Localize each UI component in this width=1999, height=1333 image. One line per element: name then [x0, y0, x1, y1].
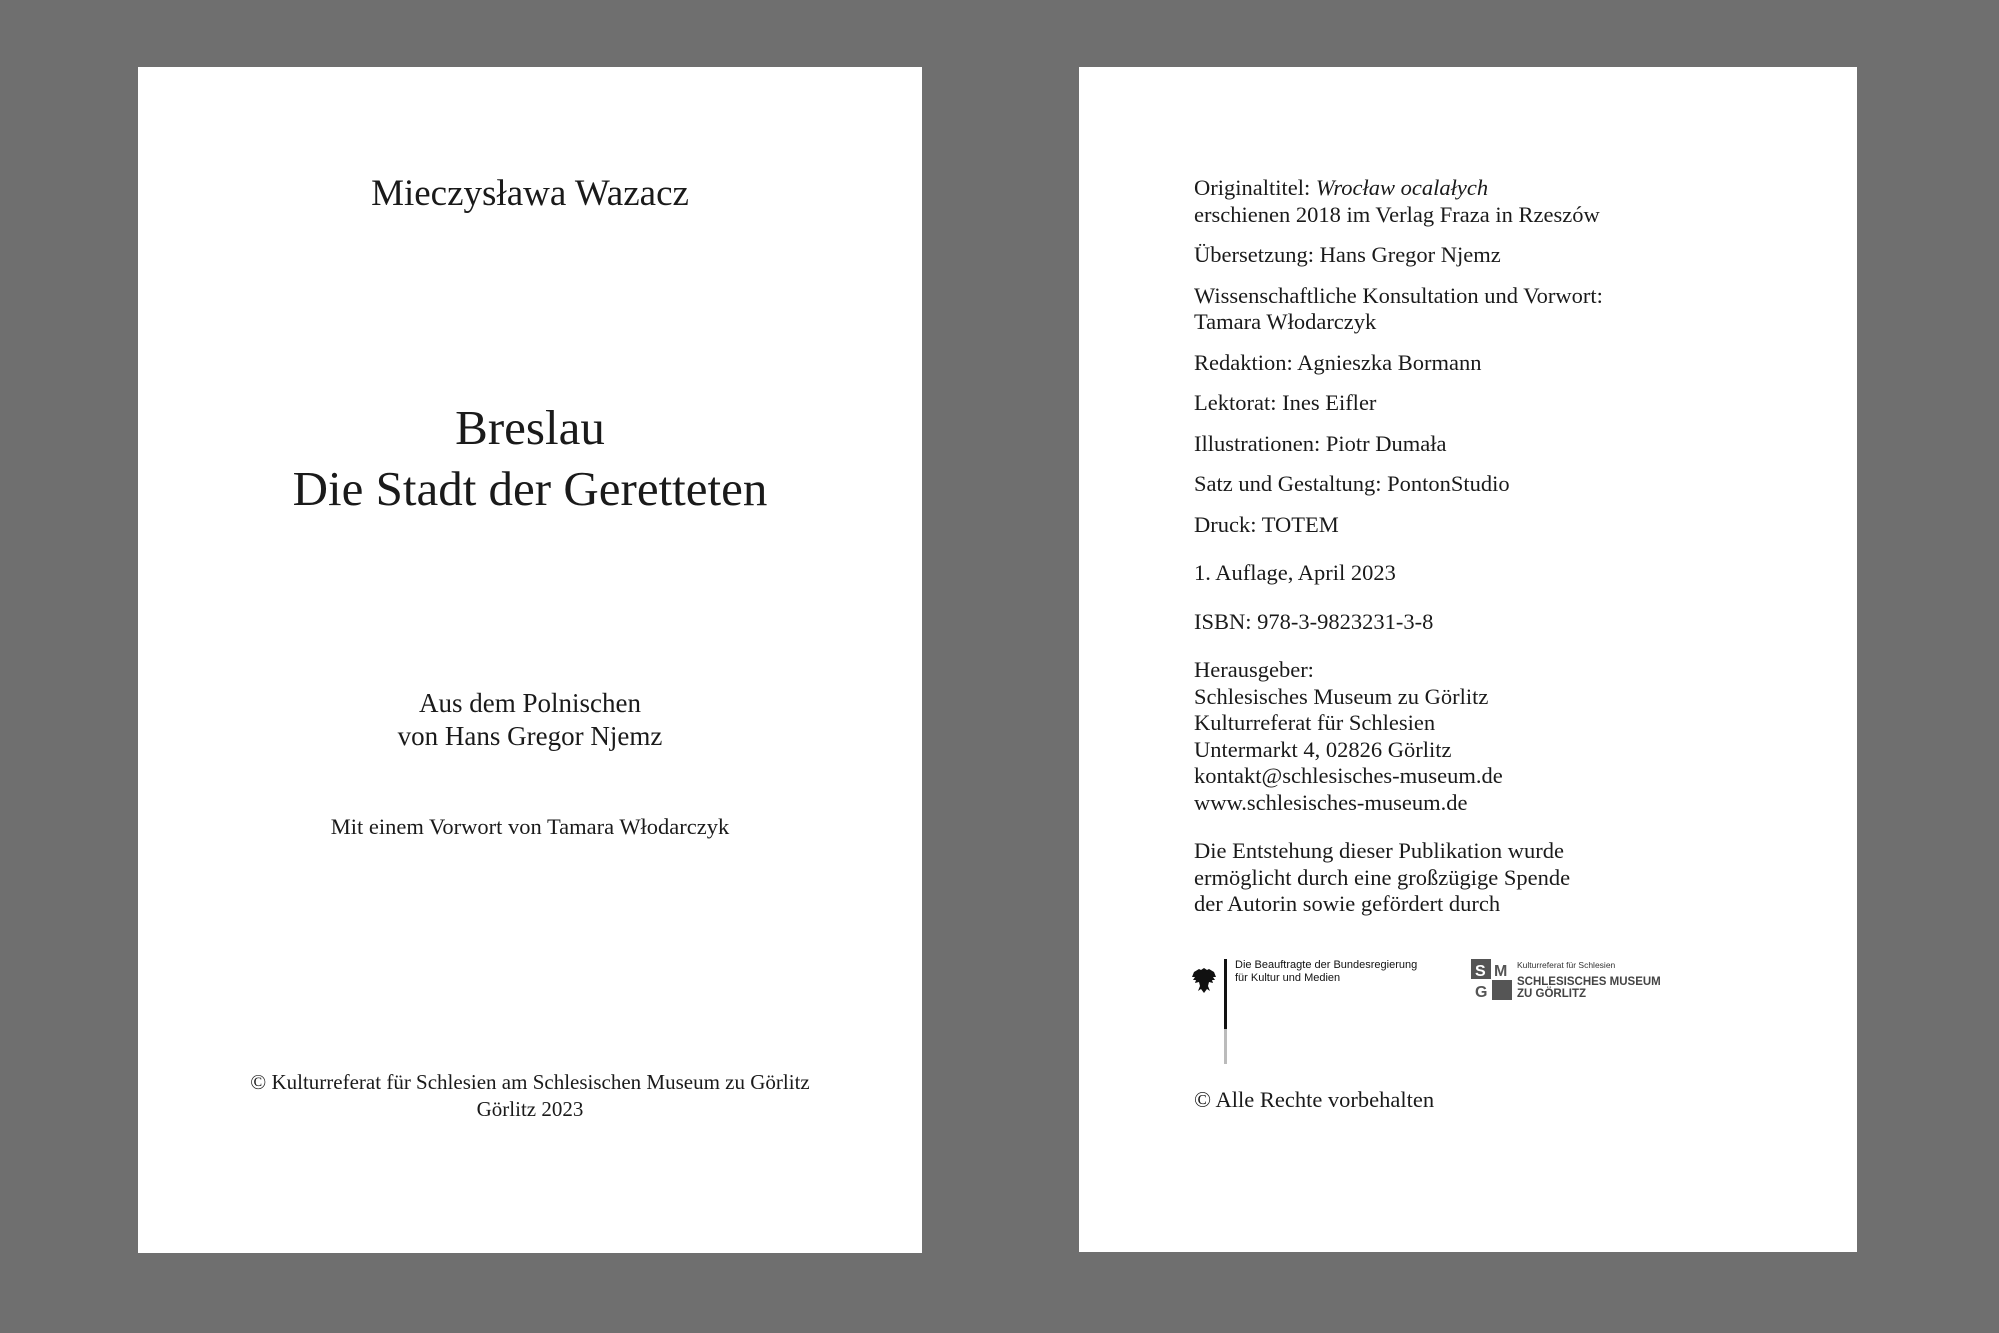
- publisher-line: Kulturreferat für Schlesien: [1194, 710, 1436, 735]
- smg-name-line2: ZU GÖRLITZ: [1517, 988, 1586, 1000]
- funding-line: ermöglicht durch eine großzügige Spende: [1194, 864, 1571, 890]
- translation-line2: von Hans Gregor Njemz: [397, 721, 663, 751]
- funding-line: der Autorin sowie gefördert durch: [1194, 891, 1501, 916]
- consultation-name: Tamara Włodarczyk: [1194, 309, 1377, 334]
- bkm-logo-text: [1235, 959, 1435, 985]
- print-credit: Druck: TOTEM: [1194, 511, 1339, 537]
- translation-credit: Übersetzung: Hans Gregor Njemz: [1194, 242, 1501, 267]
- translation-note: [138, 687, 922, 753]
- smg-small-text: Kulturreferat für Schlesien: [1517, 960, 1616, 970]
- publication-info: erschienen 2018 im Verlag Fraza in Rzeszów: [1194, 201, 1600, 227]
- publisher-line: Schlesisches Museum zu Görlitz: [1194, 683, 1489, 709]
- imprint-page: [1079, 67, 1857, 1252]
- svg-text:S: S: [1475, 963, 1486, 980]
- edition-info: 1. Auflage, April 2023: [1194, 560, 1396, 585]
- federal-eagle-icon: [1191, 965, 1217, 995]
- original-title-label: Originaltitel:: [1194, 175, 1316, 200]
- book-title-line1: Breslau: [455, 400, 605, 455]
- editing-credit: Redaktion: Agnieszka Bormann: [1194, 349, 1482, 375]
- book-title-line2: Die Stadt der Geretteten: [292, 461, 768, 516]
- isbn: ISBN: 978-3-9823231-3-8: [1194, 608, 1434, 634]
- smg-name: [1517, 976, 1677, 1000]
- bkm-flag-bar-lower: [1224, 1029, 1227, 1064]
- title-page: [138, 67, 922, 1253]
- book-title: [138, 397, 922, 519]
- bkm-line1: Die Beauftragte der Bundesregierung: [1235, 959, 1418, 971]
- imprint-text: [1194, 175, 1814, 932]
- svg-text:M: M: [1494, 963, 1508, 980]
- publisher-label: Herausgeber:: [1194, 657, 1314, 682]
- publisher-line: Untermarkt 4, 02826 Görlitz: [1194, 736, 1452, 762]
- copyright-note: [138, 1069, 922, 1123]
- consultation-credit: [1194, 283, 1814, 336]
- smg-mark-icon: [1471, 959, 1513, 1001]
- funding-line: Die Entstehung dieser Publikation wurde: [1194, 838, 1564, 863]
- foreword-note: Mit einem Vorwort von Tamara Włodarczyk: [330, 814, 730, 839]
- original-title-block: [1194, 175, 1814, 228]
- typesetting-credit: Satz und Gestaltung: PontonStudio: [1194, 471, 1510, 496]
- consultation-label: Wissenschaftliche Konsultation und Vorwort:: [1194, 282, 1603, 308]
- illustrations-credit: Illustrationen: Piotr Dumała: [1194, 430, 1447, 456]
- publisher-website: www.schlesisches-museum.de: [1194, 789, 1468, 815]
- smg-logo: [1471, 959, 1751, 1019]
- translation-line1: Aus dem Polnischen: [419, 688, 641, 718]
- svg-text:G: G: [1475, 984, 1488, 1001]
- publisher-email: kontakt@schlesisches-museum.de: [1194, 763, 1503, 788]
- copyright-line2: Görlitz 2023: [476, 1097, 584, 1121]
- copyright-line1: © Kulturreferat für Schlesien am Schlesischen Museum zu Görlitz: [250, 1070, 810, 1094]
- bkm-logo: [1191, 959, 1421, 1099]
- funding-note: [1194, 838, 1814, 918]
- smg-name-line1: SCHLESISCHES MUSEUM: [1517, 976, 1661, 988]
- bkm-flag-bar: [1224, 959, 1227, 1029]
- rights-notice: © Alle Rechte vorbehalten: [1194, 1087, 1435, 1112]
- bkm-line2: für Kultur und Medien: [1235, 972, 1341, 984]
- proofreading-credit: Lektorat: Ines Eifler: [1194, 390, 1377, 415]
- original-title: Wrocław ocalałych: [1315, 175, 1489, 200]
- publisher-block: [1194, 657, 1814, 816]
- author-name: Mieczysława Wazacz: [371, 173, 689, 214]
- sponsor-logos: [1191, 959, 1751, 1099]
